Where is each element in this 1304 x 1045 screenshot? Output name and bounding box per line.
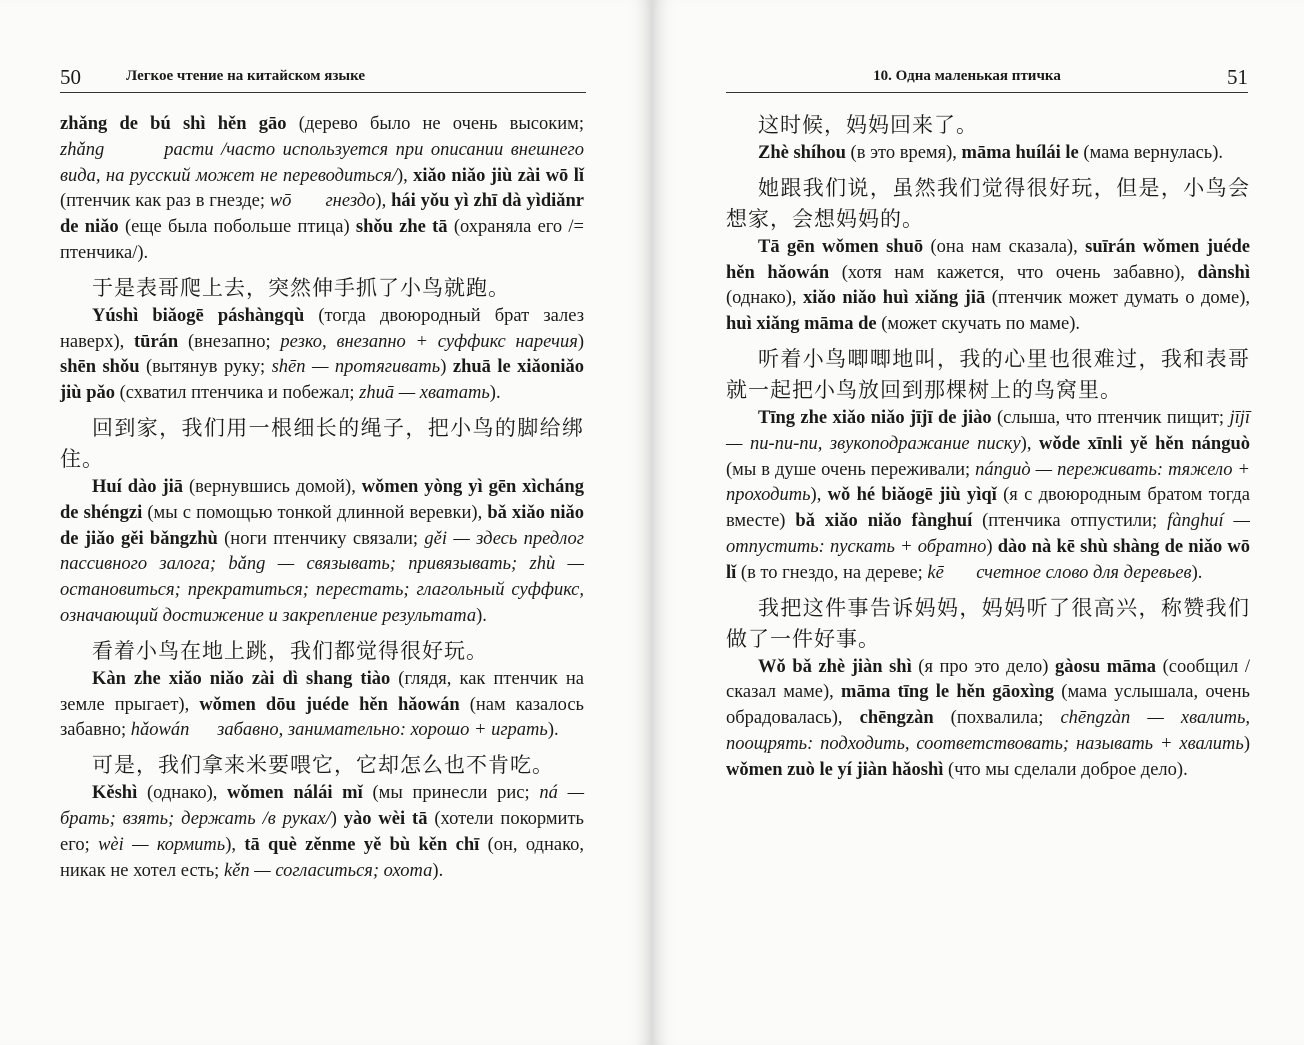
page-number: 50	[60, 65, 81, 89]
pinyin-gloss-paragraph: Wǒ bǎ zhè jiàn shì (я про это дело) gàosu māma (сообщил / сказал маме), māma tīng le hěn gāoxìng (мама услышала, очень обрадовалась), chēngzàn (похвалила; chēngzàn — хвалить, поощрять: подходить, соответствовать; называть + хвалить) wǒmen zuò le yí jiàn hǎoshì (что мы сделали доброе дело).	[726, 656, 1250, 780]
chinese-sentence: 我把这件事告诉妈妈，妈妈听了很高兴，称赞我们做了一件好事。	[726, 595, 1250, 651]
chapter-title: 10. Одна маленькая птичка	[873, 68, 1061, 84]
page-number: 51	[1227, 65, 1248, 89]
chinese-sentence: 于是表哥爬上去，突然伸手抓了小鸟就跑。	[92, 275, 510, 300]
pinyin-gloss-paragraph: Huí dào jiā (вернувшись домой), wǒmen yòng yì gēn xìcháng de shéngzi (мы с помощью тонкой длинной веревки), bǎ xiǎo niǎo de jiǎo gěi bǎngzhù (ноги птенчику связали; gěi — здесь предлог пассивного залога; bǎng — связывать; привязывать; zhù — остановиться; прекратиться; перестать; глагольный суффикс, означающий достижение и закрепление результата).	[60, 476, 584, 626]
chinese-sentence: 这时候，妈妈回来了。	[758, 113, 978, 137]
pinyin-gloss-paragraph: Tā gēn wǒmen shuō (она нам сказала), suīrán wǒmen juéde hěn hǎowán (хотя нам кажется, что очень забавно), dànshì (однако), xiǎo niǎo huì xiǎng jiā (птенчик может думать о доме), huì xiǎng māma de (может скучать по маме).	[726, 236, 1250, 335]
pinyin-gloss-paragraph: Tīng zhe xiǎo niǎo jījī de jiào (слыша, что птенчик пищит; jījī — пи-пи-пи, звукоподражание писку), wǒde xīnli yě hěn nánguò (мы в душе очень переживали; nánguò — переживать: тяжело + проходить), wǒ hé biǎogē jiù yìqǐ (я с двоюродным братом тогда вместе) bǎ xiǎo niǎo fànghuí (птенчика отпустили; fànghuí — отпустить: пускать + обратно) dào nà kē shù shàng de niǎo wō lǐ (в то гнездо, на дереве; kē счетное слово для деревьев).	[726, 407, 1251, 583]
left-page-header	[60, 62, 586, 93]
left-page-body	[60, 112, 584, 884]
right-page	[652, 0, 1304, 1045]
right-page-body	[726, 104, 1250, 784]
running-title: Легкое чтение на китайском языке	[126, 68, 366, 84]
right-page-header	[726, 62, 1248, 93]
chinese-sentence: 看着小鸟在地上跳，我们都觉得很好玩。	[92, 638, 488, 663]
pinyin-gloss-paragraph: zhǎng de bú shì hěn gāo (дерево было не очень высоким; zhǎng расти /часто используется при описании внешнего вида, на русский может не переводиться/), xiǎo niǎo jiù zài wō lǐ (птенчик как раз в гнезде; wō гнездо), hái yǒu yì zhī dà yìdiǎnr de niǎo (еще была побольше птица) shǒu zhe tā (охраняла его /= птенчика/).	[60, 114, 584, 263]
chinese-sentence: 听着小鸟唧唧地叫，我的心里也很难过，我和表哥就一起把小鸟放回到那棵树上的鸟窝里。	[726, 346, 1250, 402]
pinyin-gloss-paragraph: Kěshì (однако), wǒmen nálái mǐ (мы принесли рис; ná — брать; взять; держать /в руках/) yào wèi tā (хотели покормить его; wèi — кормить), tā què zěnme yě bù kěn chī (он, однако, никак не хотел есть; kěn — согласиться; охота).	[60, 783, 585, 881]
chinese-sentence: 她跟我们说，虽然我们觉得很好玩，但是，小鸟会想家，会想妈妈的。	[726, 175, 1250, 231]
pinyin-gloss-paragraph: Kàn zhe xiǎo niǎo zài dì shang tiào (глядя, как птенчик на земле прыгает), wǒmen dōu juéde hěn hǎowán (нам казалось забавно; hǎowán забавно, занимательно: хорошо + играть).	[60, 668, 584, 741]
pinyin-gloss-paragraph: Yúshì biǎogē páshàngqù (тогда двоюродный брат залез наверх), tūrán (внезапно; резко, внезапно + суффикс наречия) shēn shǒu (вытянув руку; shēn — протягивать) zhuā le xiǎoniǎo jiù pǎo (схватил птенчика и побежал; zhuā — хватать).	[60, 305, 584, 404]
pinyin-gloss-paragraph: Zhè shíhou (в это время), māma huílái le (мама вернулась).	[758, 143, 1224, 163]
chinese-sentence: 回到家，我们用一根细长的绳子，把小鸟的脚给绑住。	[60, 415, 584, 471]
chinese-sentence: 可是，我们拿来米要喂它，它却怎么也不肯吃。	[92, 753, 554, 778]
